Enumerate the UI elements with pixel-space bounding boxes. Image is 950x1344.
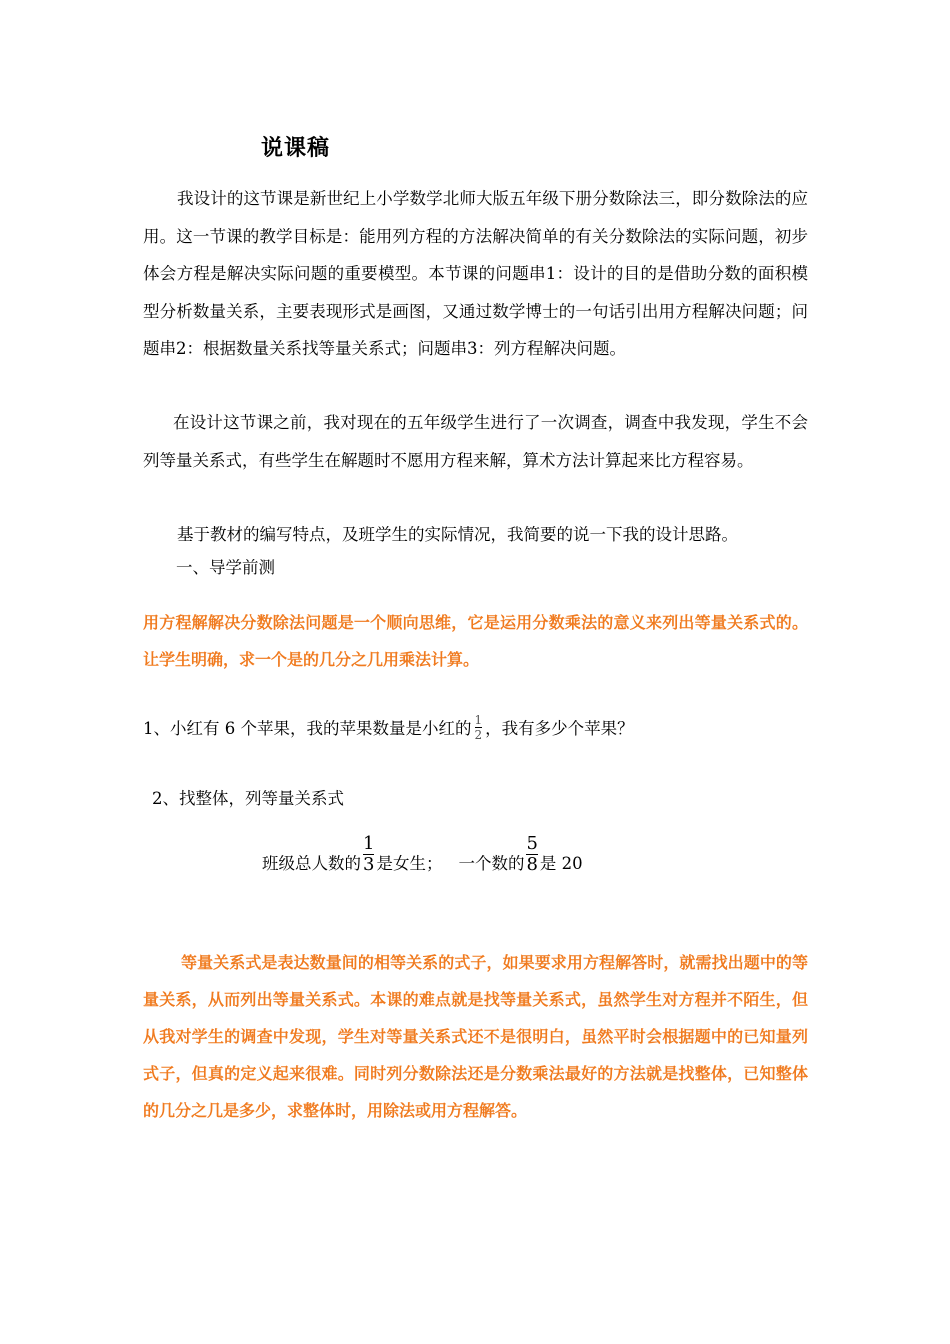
fraction-numerator: 1 (474, 713, 483, 727)
equation-a-text: 班级总人数的 (262, 854, 361, 873)
equation-line (262, 833, 583, 884)
question-1 (143, 713, 634, 743)
fraction-denominator: 8 (526, 854, 538, 875)
highlight-note-1: 用方程解解决分数除法问题是一个顺向思维，它是运用分数乘法的意义来列出等量关系式的。让学生明确，求一个是的几分之几用乘法计算。 (143, 613, 808, 669)
page-title: 说课稿 (261, 136, 331, 161)
fraction-one-half (475, 714, 483, 741)
survey-paragraph: 在设计这节课之前，我对现在的五年级学生进行了一次调查，调查中我发现，学生不会列等量关系式，有些学生在解题时不愿用方程来解，算术方法计算起来比方程容易。 (143, 413, 808, 470)
highlight-note-2: 等量关系式是表达数量间的相等关系的式子，如果要求用方程解答时，就需找出题中的等量关系，从而列出等量关系式。本课的难点就是找等量关系式，虽然学生对方程并不陌生，但从我对学生的调查中发现，学生对等量关系式还不是很明白，虽然平时会根据题中的已知量列式子，但真的定义起来很难。同时列分数除法还是分数乘法最好的方法就是找整体，已知整体的几分之几是多少，求整体时，用除法或用方程解答。 (143, 953, 808, 1120)
intro-paragraph: 我设计的这节课是新世纪上小学数学北师大版五年级下册分数除法三，即分数除法的应用。这一节课的教学目标是：能用列方程的方法解决简单的有关分数除法的实际问题，初步体会方程是解决实际问题的重要模型。本节课的问题串1：设计的目的是借助分数的面积模型分析数量关系，主要表现形式是画图，又通过数学博士的一句话引出用方程解决问题；问题串2：根据数量关系找等量关系式；问题串3：列方程解决问题。 (143, 189, 808, 358)
question-1-tail: ，我有多少个苹果？ (485, 719, 634, 738)
section-heading: 一、导学前测 (176, 558, 275, 577)
equation-a-tail: 是女生； (376, 854, 443, 873)
equation-b-text: 一个数的 (458, 854, 525, 873)
fraction-numerator: 1 (363, 833, 375, 854)
equation-b-tail: 是 20 (539, 854, 583, 873)
fraction-denominator: 3 (363, 854, 375, 875)
question-1-text: 1、小红有 6 个苹果，我的苹果数量是小红的 (143, 719, 472, 738)
fraction-numerator: 5 (526, 833, 538, 854)
fraction-denominator: 2 (474, 728, 483, 742)
question-2: 2、找整体，列等量关系式 (152, 789, 344, 808)
design-paragraph: 基于教材的编写特点，及班学生的实际情况，我简要的说一下我的设计思路。 (177, 525, 738, 544)
fraction-one-third (363, 835, 374, 874)
fraction-five-eighths (526, 835, 537, 874)
